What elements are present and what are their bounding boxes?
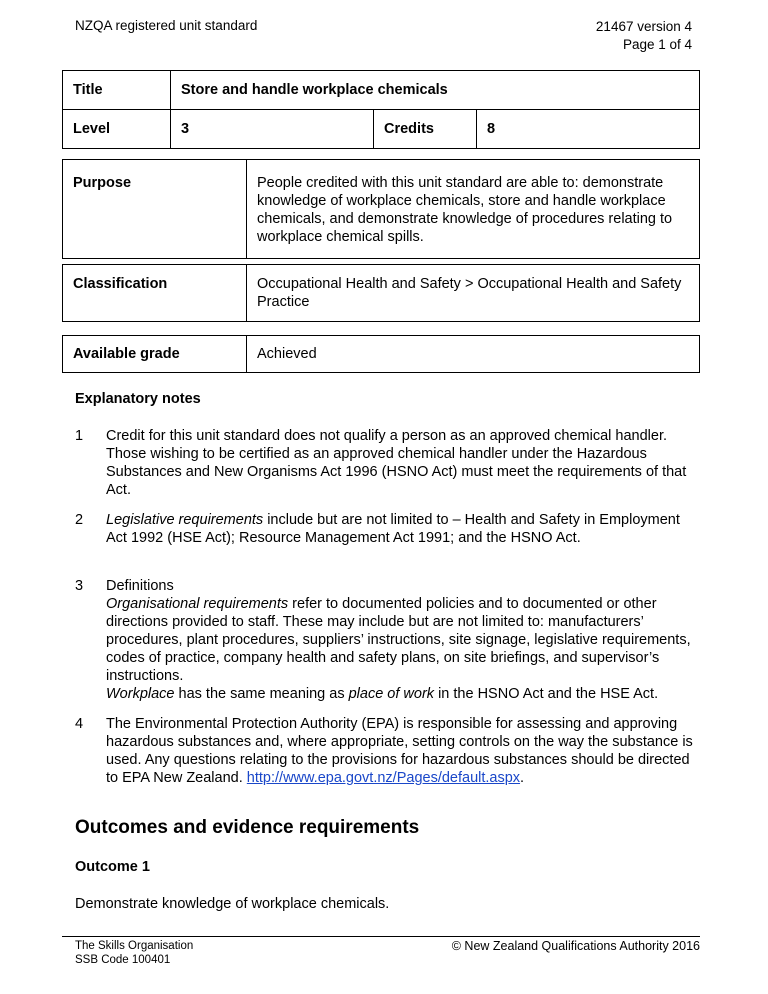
- note-3-text: [106, 577, 700, 703]
- footer-divider: [62, 936, 700, 937]
- note-2-text: [106, 511, 700, 547]
- note-3-term-1: Organisational requirements: [106, 596, 289, 612]
- header-page-number: Page 1 of 4: [622, 37, 692, 52]
- purpose-label: Purpose: [63, 160, 247, 259]
- note-2: [75, 511, 700, 547]
- purpose-text: People credited with this unit standard are able to: demonstrate knowledge of workplace chemicals, store and handle workplace chemicals, and demonstrate knowledge of procedures relating to workplace chemical spills.: [247, 160, 700, 259]
- note-1-number: 1: [75, 428, 84, 444]
- header-document-type: NZQA registered unit standard: [75, 18, 258, 33]
- outcome-1-label: Outcome 1: [75, 859, 150, 875]
- classification-label: Classification: [63, 265, 247, 322]
- note-4-tail: .: [520, 770, 525, 786]
- footer-ssb-code: SSB Code 100401: [75, 954, 171, 966]
- footer-organisation: [75, 939, 193, 967]
- header-version-block: [596, 18, 692, 54]
- note-2-term: Legislative requirements: [106, 512, 264, 528]
- note-3-paragraph-1: [106, 595, 700, 685]
- footer-copyright: © New Zealand Qualifications Authority 2016: [451, 939, 700, 953]
- note-3-term-2: Workplace: [106, 686, 175, 702]
- epa-website-link[interactable]: http://www.epa.govt.nz/Pages/default.aspx: [246, 770, 521, 786]
- classification-table: [62, 264, 700, 322]
- note-3-heading: Definitions: [106, 578, 174, 594]
- outcome-1-text: Demonstrate knowledge of workplace chemicals.: [75, 896, 390, 912]
- purpose-table: [62, 159, 700, 259]
- grade-text: Achieved: [247, 336, 700, 373]
- level-value: 3: [171, 110, 374, 149]
- level-row: [63, 110, 700, 149]
- note-4-text: [106, 715, 700, 787]
- note-3-number: 3: [75, 578, 84, 594]
- summary-table: [62, 70, 700, 149]
- grade-label: Available grade: [63, 336, 247, 373]
- footer-org-name: The Skills Organisation: [75, 940, 194, 952]
- note-3-paragraph-2: [106, 685, 700, 703]
- explanatory-notes-heading: Explanatory notes: [75, 391, 201, 407]
- note-3-body-2b: in the HSNO Act and the HSE Act.: [434, 686, 659, 702]
- note-1-text: Credit for this unit standard does not qualify a person as an approved chemical handler. Those wishing to be certified as an approved chemical handler under the Hazardous Substances and New Organisms Act 1996 (HSNO Act) must meet the requirements of that Act.: [106, 428, 687, 498]
- grade-table: [62, 335, 700, 373]
- header-version: 21467 version 4: [595, 19, 692, 34]
- note-3-body-1: refer to documented policies and to documented or other directions provided to staff. These may include but are not limited to: manufacturers’ procedures, plant procedures, suppliers’ instructions, site signage, legislative requirements, codes of practice, company health and safety plans, on site briefings, and supervisor’s instructions.: [106, 596, 691, 684]
- title-label: Title: [63, 71, 171, 110]
- note-3-body-2a: has the same meaning as: [174, 686, 349, 702]
- classification-text: Occupational Health and Safety > Occupational Health and Safety Practice: [247, 265, 700, 322]
- outcomes-heading: Outcomes and evidence requirements: [75, 817, 420, 838]
- credits-value: 8: [477, 110, 700, 149]
- note-4-number: 4: [75, 716, 84, 732]
- note-2-body: include but are not limited to – Health and Safety in Employment Act 1992 (HSE Act); Resource Management Act 1991; and the HSNO Act.: [106, 512, 680, 546]
- title-value: Store and handle workplace chemicals: [171, 71, 700, 110]
- level-label: Level: [63, 110, 171, 149]
- note-2-number: 2: [75, 512, 84, 528]
- note-3: [75, 577, 700, 703]
- note-1: [75, 427, 700, 499]
- title-row: [63, 71, 700, 110]
- credits-label: Credits: [374, 110, 477, 149]
- note-4-body: The Environmental Protection Authority (EPA) is responsible for assessing and approving hazardous substances and, where appropriate, setting controls on the way the substance is used. Any questions relating to the provisions for hazardous substances should be directed to EPA New Zealand.: [106, 716, 693, 786]
- note-4: [75, 715, 700, 787]
- note-3-term-3: place of work: [348, 686, 435, 702]
